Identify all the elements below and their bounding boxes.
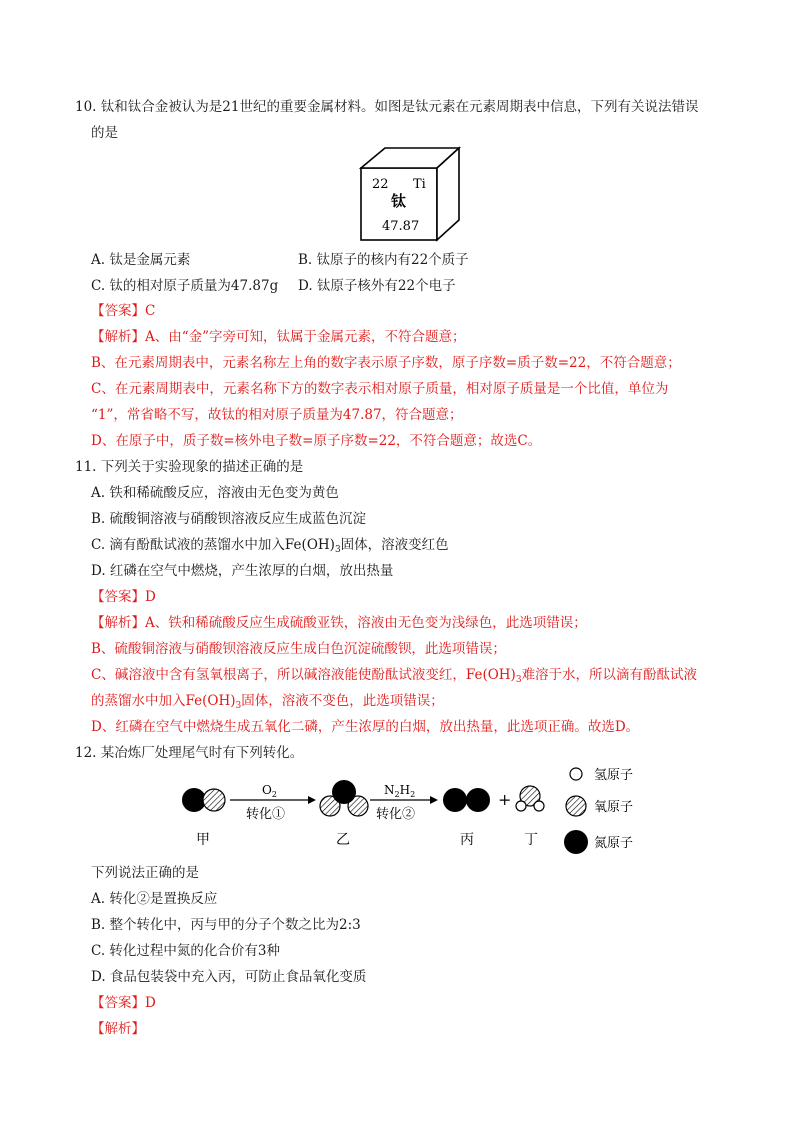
q10-stem-line1: 10. 钛和钛合金被认为是21世纪的重要金属材料。如图是钛元素在元素周期表中信息，下列有关说法错误 (75, 99, 699, 115)
q11-analysis-4 (91, 692, 444, 715)
answer-label: 【答案】 (91, 995, 145, 1011)
legend-nitrogen: 氮原子 (594, 836, 634, 851)
reagent-2-subscript: 2 (394, 790, 400, 799)
q11-stem: 11. 下列关于实验现象的描述正确的是 (75, 459, 304, 475)
answer-label: 【答案】 (91, 589, 145, 605)
analysis-label: 【解析】 (91, 329, 145, 345)
q10-analysis-1 (91, 328, 466, 346)
answer-label: 【答案】 (91, 303, 145, 319)
reagent-1 (262, 783, 277, 799)
q10-option-d: D. 钛原子核外有22个电子 (298, 278, 456, 294)
label-ding: 丁 (524, 832, 538, 848)
q10-option-a: A. 钛是金属元素 (91, 252, 191, 268)
q10-analysis-4: “1”，常省略不写，故钛的相对原子质量为47.87，符合题意； (91, 407, 463, 423)
label-bing: 丙 (460, 832, 474, 848)
legend (564, 768, 633, 854)
plus-sign: + (498, 790, 512, 809)
q10-option-c: C. 钛的相对原子质量为47.87g (91, 278, 279, 294)
q12-analysis-label: 【解析】 (91, 1021, 145, 1037)
analysis-text: 难溶于水，所以滴有酚酞试液 (521, 667, 698, 683)
q11-option-c (91, 536, 449, 559)
analysis-text: 的蒸馏水中加入Fe(OH) (91, 693, 236, 709)
q10-answer (91, 302, 155, 320)
q11-analysis-1 (91, 614, 587, 632)
q10-option-b: B. 钛原子的核内有22个质子 (298, 252, 469, 268)
q12-answer (91, 994, 156, 1012)
element-symbol: Ti (413, 177, 426, 192)
q10-analysis-5: D、在原子中，质子数=核外电子数=原子序数=22，不符合题意；故选C。 (91, 433, 542, 449)
answer-value: C (145, 303, 156, 319)
reagent-1-subscript: 2 (271, 790, 277, 799)
reagent-2-subscript: 2 (410, 790, 416, 799)
label-jia: 甲 (196, 832, 210, 848)
q12-question: 下列说法正确的是 (91, 865, 199, 881)
molecule-bing (443, 788, 490, 812)
reaction-diagram (170, 760, 670, 860)
answer-value: D (145, 995, 156, 1011)
q11-analysis-3 (91, 666, 697, 689)
q12-option-b: B. 整个转化中，丙与甲的分子个数之比为2:3 (91, 917, 361, 933)
q11-analysis-2: B、硫酸铜溶液与硝酸钡溶液反应生成白色沉淀硫酸钡，此选项错误； (91, 641, 506, 657)
step-1-label: 转化① (246, 807, 286, 822)
q10-analysis-3: C、在元素周期表中，元素名称下方的数字表示相对原子质量，相对原子质量是一个比值，单位为 (91, 381, 669, 397)
step-2-label: 转化② (376, 807, 416, 822)
q10-analysis-2: B、在元素周期表中，元素名称左上角的数字表示原子序数，原子序数=质子数=22，不符合题意； (91, 355, 681, 371)
arrow-2 (370, 796, 438, 804)
analysis-text: A、由“金”字旁可知，钛属于金属元素，不符合题意； (145, 329, 466, 345)
label-yi: 乙 (336, 832, 350, 848)
q12-option-d: D. 食品包装袋中充入丙，可防止食品氧化变质 (91, 969, 367, 985)
molecule-yi (320, 780, 368, 816)
element-card (355, 144, 465, 244)
q10-stem-line2: 的是 (91, 125, 118, 141)
molecule-jia (182, 788, 225, 812)
subscript: 3 (515, 675, 522, 685)
q11-option-d: D. 红磷在空气中燃烧，产生浓厚的白烟，放出热量 (91, 563, 394, 579)
q11-option-b: B. 硫酸铜溶液与硝酸钡溶液反应生成蓝色沉淀 (91, 511, 367, 527)
answer-value: D (145, 589, 156, 605)
analysis-label: 【解析】 (91, 615, 145, 631)
reagent-2-symbol: N (384, 783, 395, 797)
element-number: 22 (372, 177, 389, 192)
option-text: C. 滴有酚酞试液的蒸馏水中加入Fe(OH) (91, 537, 335, 553)
subscript: 3 (235, 701, 242, 711)
q11-analysis-5: D、红磷在空气中燃烧生成五氧化二磷，产生浓厚的白烟，放出热量，此选项正确。故选D。 (91, 719, 640, 735)
element-name: 钛 (391, 192, 407, 210)
legend-oxygen: 氧原子 (594, 800, 634, 815)
q11-answer (91, 588, 156, 606)
q12-stem: 12. 某冶炼厂处理尾气时有下列转化。 (75, 745, 304, 761)
legend-hydrogen: 氢原子 (594, 768, 634, 783)
q12-option-c: C. 转化过程中氮的化合价有3种 (91, 943, 281, 959)
option-text: 固体，溶液变红色 (340, 537, 449, 553)
analysis-text: C、碱溶液中含有氢氧根离子，所以碱溶液能使酚酞试液变红，Fe(OH) (91, 667, 516, 683)
analysis-text: A、铁和稀硫酸反应生成硫酸亚铁，溶液由无色变为浅绿色，此选项错误； (145, 615, 587, 631)
reagent-2-symbol: H (399, 783, 411, 797)
molecule-ding (516, 786, 544, 811)
element-mass: 47.87 (382, 219, 420, 234)
analysis-text: 固体，溶液不变色，此选项错误； (241, 693, 444, 709)
reagent-2 (384, 783, 415, 799)
q11-option-a: A. 铁和稀硫酸反应，溶液由无色变为黄色 (91, 485, 339, 501)
q12-option-a: A. 转化②是置换反应 (91, 891, 218, 907)
subscript: 3 (334, 545, 341, 555)
reagent-1-symbol: O (262, 783, 272, 797)
